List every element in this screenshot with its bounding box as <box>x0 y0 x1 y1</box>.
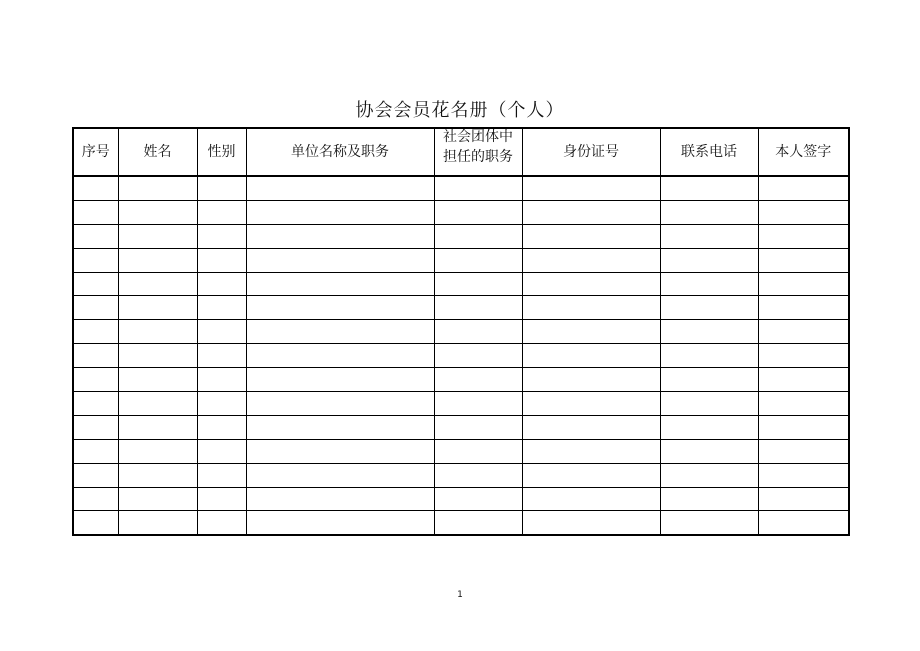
cell-signature[interactable] <box>758 224 849 248</box>
cell-signature[interactable] <box>758 176 849 200</box>
cell-gender[interactable] <box>197 272 246 296</box>
column-header-id-number: 身份证号 <box>522 128 660 176</box>
cell-social_group_role[interactable] <box>434 511 522 535</box>
member-roster-table <box>72 127 850 536</box>
cell-seq[interactable] <box>73 439 118 463</box>
table-row <box>73 487 849 511</box>
cell-org_position[interactable] <box>246 296 434 320</box>
cell-id_number[interactable] <box>522 344 660 368</box>
cell-seq[interactable] <box>73 224 118 248</box>
cell-seq[interactable] <box>73 200 118 224</box>
cell-gender[interactable] <box>197 344 246 368</box>
cell-gender[interactable] <box>197 511 246 535</box>
cell-seq[interactable] <box>73 415 118 439</box>
cell-social_group_role[interactable] <box>434 296 522 320</box>
column-header-social-group-role <box>434 128 522 176</box>
cell-name[interactable] <box>118 344 197 368</box>
cell-id_number[interactable] <box>522 296 660 320</box>
cell-social_group_role[interactable] <box>434 463 522 487</box>
cell-id_number[interactable] <box>522 200 660 224</box>
cell-org_position[interactable] <box>246 320 434 344</box>
cell-signature[interactable] <box>758 368 849 392</box>
cell-social_group_role[interactable] <box>434 368 522 392</box>
cell-id_number[interactable] <box>522 439 660 463</box>
cell-id_number[interactable] <box>522 392 660 416</box>
cell-gender[interactable] <box>197 320 246 344</box>
cell-social_group_role[interactable] <box>434 439 522 463</box>
cell-seq[interactable] <box>73 463 118 487</box>
cell-org_position[interactable] <box>246 439 434 463</box>
cell-phone[interactable] <box>660 487 758 511</box>
cell-gender[interactable] <box>197 392 246 416</box>
cell-phone[interactable] <box>660 344 758 368</box>
column-header-name: 姓名 <box>118 128 197 176</box>
cell-name[interactable] <box>118 439 197 463</box>
cell-phone[interactable] <box>660 248 758 272</box>
cell-name[interactable] <box>118 296 197 320</box>
cell-name[interactable] <box>118 320 197 344</box>
cell-org_position[interactable] <box>246 272 434 296</box>
cell-signature[interactable] <box>758 200 849 224</box>
cell-social_group_role[interactable] <box>434 344 522 368</box>
cell-org_position[interactable] <box>246 511 434 535</box>
column-header-social-group-role-line2: 担任的职务 <box>443 149 513 165</box>
cell-signature[interactable] <box>758 272 849 296</box>
cell-name[interactable] <box>118 176 197 200</box>
cell-social_group_role[interactable] <box>434 392 522 416</box>
cell-seq[interactable] <box>73 248 118 272</box>
cell-phone[interactable] <box>660 320 758 344</box>
cell-name[interactable] <box>118 415 197 439</box>
table-row <box>73 463 849 487</box>
cell-org_position[interactable] <box>246 224 434 248</box>
table-row <box>73 439 849 463</box>
cell-signature[interactable] <box>758 487 849 511</box>
cell-social_group_role[interactable] <box>434 272 522 296</box>
cell-id_number[interactable] <box>522 368 660 392</box>
cell-name[interactable] <box>118 224 197 248</box>
cell-seq[interactable] <box>73 176 118 200</box>
cell-phone[interactable] <box>660 511 758 535</box>
cell-signature[interactable] <box>758 344 849 368</box>
table-row <box>73 511 849 535</box>
cell-signature[interactable] <box>758 415 849 439</box>
cell-name[interactable] <box>118 272 197 296</box>
cell-id_number[interactable] <box>522 487 660 511</box>
page-title: 协会会员花名册（个人） <box>355 100 565 121</box>
cell-gender[interactable] <box>197 296 246 320</box>
page-number: 1 <box>457 590 463 600</box>
cell-phone[interactable] <box>660 439 758 463</box>
cell-signature[interactable] <box>758 296 849 320</box>
cell-seq[interactable] <box>73 296 118 320</box>
cell-seq[interactable] <box>73 511 118 535</box>
cell-org_position[interactable] <box>246 368 434 392</box>
table-row <box>73 344 849 368</box>
cell-org_position[interactable] <box>246 176 434 200</box>
table-body <box>73 176 849 535</box>
cell-signature[interactable] <box>758 320 849 344</box>
cell-social_group_role[interactable] <box>434 248 522 272</box>
column-header-social-group-role-line1: 社会团体中 <box>443 129 513 145</box>
cell-name[interactable] <box>118 463 197 487</box>
cell-name[interactable] <box>118 368 197 392</box>
cell-id_number[interactable] <box>522 176 660 200</box>
cell-name[interactable] <box>118 487 197 511</box>
cell-gender[interactable] <box>197 487 246 511</box>
cell-phone[interactable] <box>660 392 758 416</box>
column-header-gender: 性别 <box>197 128 246 176</box>
cell-org_position[interactable] <box>246 248 434 272</box>
table-row <box>73 392 849 416</box>
cell-gender[interactable] <box>197 224 246 248</box>
cell-signature[interactable] <box>758 511 849 535</box>
cell-org_position[interactable] <box>246 463 434 487</box>
cell-social_group_role[interactable] <box>434 487 522 511</box>
cell-social_group_role[interactable] <box>434 224 522 248</box>
cell-name[interactable] <box>118 511 197 535</box>
cell-id_number[interactable] <box>522 272 660 296</box>
table-row <box>73 368 849 392</box>
cell-id_number[interactable] <box>522 511 660 535</box>
table-row <box>73 248 849 272</box>
cell-name[interactable] <box>118 392 197 416</box>
cell-id_number[interactable] <box>522 415 660 439</box>
cell-phone[interactable] <box>660 176 758 200</box>
column-header-seq: 序号 <box>73 128 118 176</box>
cell-phone[interactable] <box>660 272 758 296</box>
cell-signature[interactable] <box>758 439 849 463</box>
cell-org_position[interactable] <box>246 344 434 368</box>
cell-seq[interactable] <box>73 272 118 296</box>
cell-name[interactable] <box>118 248 197 272</box>
cell-id_number[interactable] <box>522 463 660 487</box>
cell-signature[interactable] <box>758 248 849 272</box>
cell-id_number[interactable] <box>522 224 660 248</box>
table-row <box>73 415 849 439</box>
table-row <box>73 224 849 248</box>
cell-id_number[interactable] <box>522 320 660 344</box>
table-row <box>73 320 849 344</box>
cell-phone[interactable] <box>660 296 758 320</box>
cell-gender[interactable] <box>197 200 246 224</box>
cell-gender[interactable] <box>197 176 246 200</box>
cell-seq[interactable] <box>73 344 118 368</box>
cell-org_position[interactable] <box>246 487 434 511</box>
column-header-org-position: 单位名称及职务 <box>246 128 434 176</box>
cell-social_group_role[interactable] <box>434 415 522 439</box>
cell-org_position[interactable] <box>246 200 434 224</box>
cell-gender[interactable] <box>197 415 246 439</box>
cell-seq[interactable] <box>73 392 118 416</box>
cell-social_group_role[interactable] <box>434 176 522 200</box>
table-row <box>73 200 849 224</box>
table-header-row <box>73 128 849 176</box>
cell-gender[interactable] <box>197 248 246 272</box>
table-row <box>73 272 849 296</box>
cell-gender[interactable] <box>197 463 246 487</box>
cell-phone[interactable] <box>660 415 758 439</box>
cell-gender[interactable] <box>197 439 246 463</box>
cell-name[interactable] <box>118 200 197 224</box>
cell-seq[interactable] <box>73 487 118 511</box>
cell-social_group_role[interactable] <box>434 200 522 224</box>
cell-seq[interactable] <box>73 320 118 344</box>
cell-org_position[interactable] <box>246 415 434 439</box>
cell-org_position[interactable] <box>246 392 434 416</box>
table-row <box>73 296 849 320</box>
cell-id_number[interactable] <box>522 248 660 272</box>
cell-gender[interactable] <box>197 368 246 392</box>
column-header-phone: 联系电话 <box>660 128 758 176</box>
cell-phone[interactable] <box>660 200 758 224</box>
cell-social_group_role[interactable] <box>434 320 522 344</box>
cell-signature[interactable] <box>758 392 849 416</box>
table-row <box>73 176 849 200</box>
cell-phone[interactable] <box>660 463 758 487</box>
cell-seq[interactable] <box>73 368 118 392</box>
cell-phone[interactable] <box>660 368 758 392</box>
cell-signature[interactable] <box>758 463 849 487</box>
column-header-signature: 本人签字 <box>758 128 849 176</box>
cell-phone[interactable] <box>660 224 758 248</box>
